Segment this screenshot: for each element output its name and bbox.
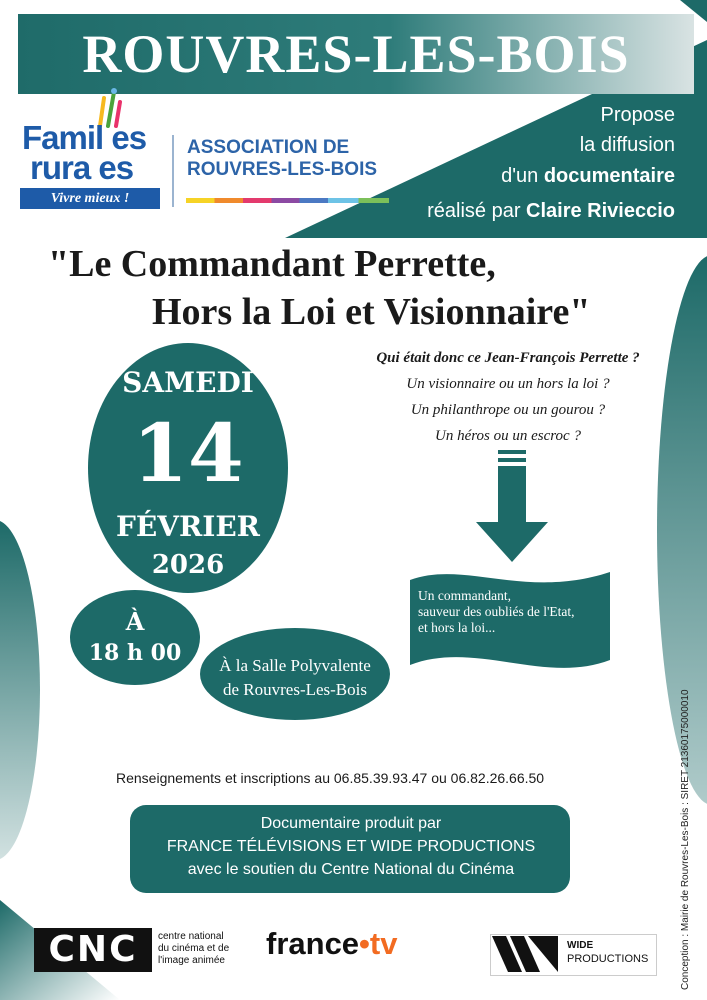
francetv-logo: [266, 926, 397, 962]
wide-line1: WIDE: [567, 940, 594, 951]
intro-line4-bold: Claire Rivieccio: [526, 200, 675, 222]
question-4: Un héros ou un escroc ?: [435, 428, 581, 444]
production-line1: Documentaire produit par: [260, 815, 442, 832]
film-title-line2: Hors la Loi et Visionnaire": [152, 291, 591, 333]
logo-rurales-text: rura es: [30, 149, 134, 186]
info-text: Renseignements et inscriptions au 06.85.39.93.47 ou 06.82.26.66.50: [116, 770, 545, 786]
time-circle: [70, 590, 200, 685]
rainbow-stripe: [186, 198, 389, 203]
date-month: FÉVRIER: [116, 510, 260, 543]
intro-line4-prefix: réalisé par: [427, 200, 527, 222]
logo-tagline: Vivre mieux !: [20, 188, 160, 209]
intro-line3: [501, 165, 675, 188]
intro-line1: Propose: [600, 104, 675, 126]
cnc-text: [158, 931, 229, 967]
arrow-down-icon: [476, 450, 548, 565]
time-value: 18 h 00: [88, 640, 182, 666]
flag-line3: et hors la loi...: [418, 620, 496, 635]
cnc-text-line3: l'image animée: [158, 955, 225, 966]
venue-line2: de Rouvres-Les-Bois: [222, 680, 367, 699]
intro-line4: [427, 200, 675, 223]
wide-line2: PRODUCTIONS: [567, 953, 649, 965]
credit-text: Conception : Mairie de Rouvres-Les-Bois : SIRET 21360175000010: [680, 689, 691, 990]
question-1: Qui était donc ce Jean-François Perrette ?: [376, 350, 640, 366]
logo-divider: [172, 135, 174, 207]
production-line3: avec le soutien du Centre National du Cinéma: [187, 861, 515, 878]
flag-line2: sauveur des oubliés de l'Etat,: [418, 604, 575, 619]
film-title-line1: "Le Commandant Perrette,: [48, 243, 496, 285]
intro-line2: la diffusion: [579, 134, 675, 156]
question-2: Un visionnaire ou un hors la loi ?: [406, 376, 610, 392]
francetv-tv: tv: [369, 926, 398, 961]
date-year: 2026: [151, 550, 225, 580]
association-name-line1: ASSOCIATION DE: [187, 137, 350, 158]
page-title: ROUVRES-LES-BOIS: [82, 24, 630, 84]
date-weekday: SAMEDI: [122, 366, 254, 399]
intro-line3-bold: documentaire: [543, 165, 675, 187]
association-name-line2: ROUVRES-LES-BOIS: [187, 159, 378, 180]
cnc-text-line1: centre national: [158, 931, 224, 942]
date-day: 14: [132, 406, 244, 500]
logo-familles-text: Famil es: [22, 119, 147, 156]
venue-line1: À la Salle Polyvalente: [219, 656, 371, 675]
francetv-dot: •: [359, 926, 370, 961]
time-at: À: [125, 607, 145, 636]
francetv-main: france: [266, 926, 360, 961]
wide-mark-icon: [492, 936, 558, 972]
production-line2: FRANCE TÉLÉVISIONS ET WIDE PRODUCTIONS: [166, 838, 536, 855]
flag-line1: Un commandant,: [418, 588, 511, 603]
cnc-text-line2: du cinéma et de: [158, 943, 230, 954]
question-3: Un philanthrope ou un gourou ?: [410, 402, 606, 418]
intro-line3-prefix: d'un: [501, 165, 544, 187]
cnc-mark: CNC: [48, 929, 138, 970]
